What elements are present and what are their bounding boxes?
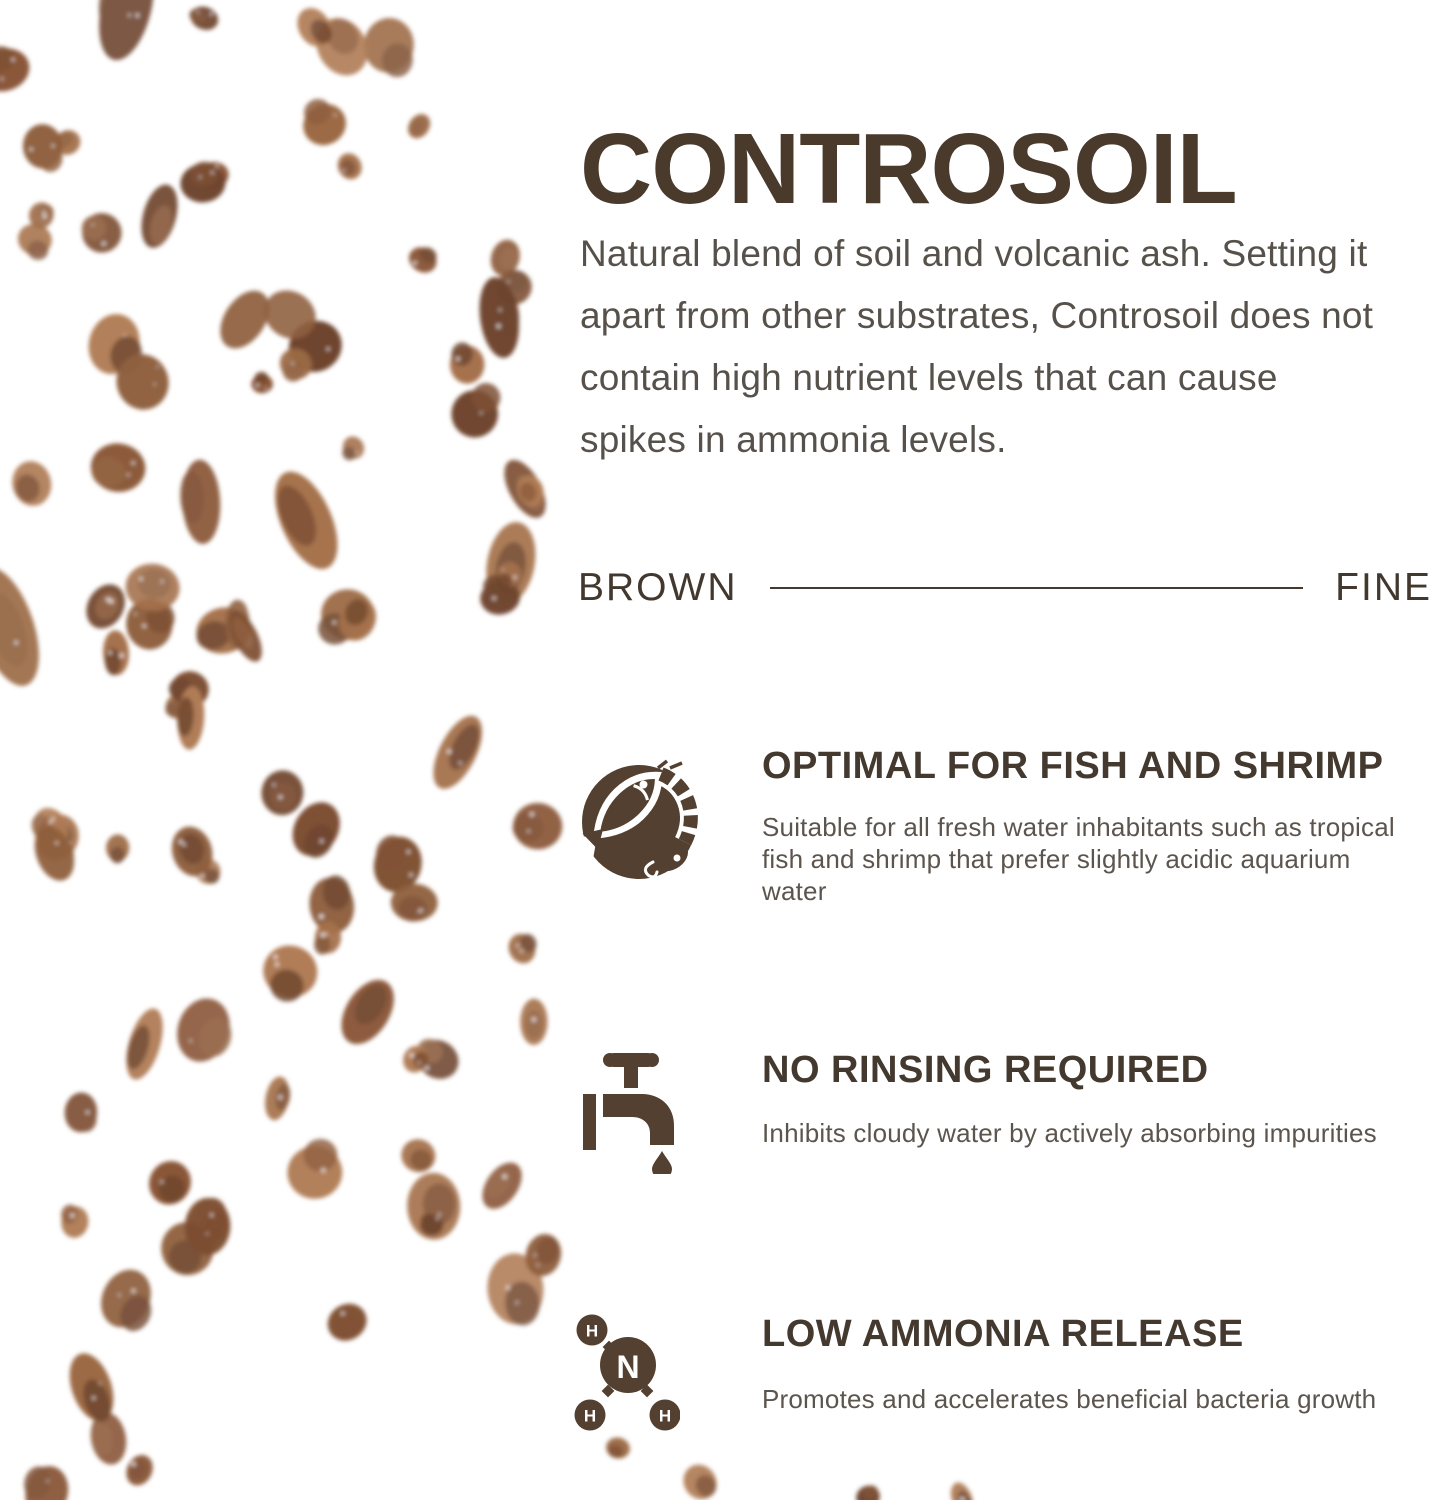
product-description: Natural blend of soil and volcanic ash. Setting it apart from other substrates, Controsoil does not contain high nutrient levels that can cause spikes in ammonia levels. <box>580 233 1374 460</box>
hydrogen-label: H <box>583 1406 597 1426</box>
faucet-icon <box>581 1052 681 1174</box>
color-grain-scale <box>578 568 1432 607</box>
feature-title-no-rinsing: NO RINSING REQUIRED <box>762 1049 1209 1091</box>
feature-description-fish-shrimp: Suitable for all fresh water inhabitants such as tropical fish and shrimp that prefer slightly acidic aquarium water <box>762 812 1395 906</box>
nitrogen-label: N <box>616 1349 640 1385</box>
feature-description-low-ammonia: Promotes and accelerates beneficial bacteria growth <box>762 1384 1377 1414</box>
page-title: CONTROSOIL <box>580 113 1237 225</box>
scale-right-label: FINE <box>1335 566 1432 609</box>
fish-and-shrimp-icon <box>573 752 707 886</box>
hydrogen-label: H <box>658 1406 672 1426</box>
feature-title-fish-shrimp: OPTIMAL FOR FISH AND SHRIMP <box>762 745 1384 787</box>
scale-left-label: BROWN <box>578 566 738 609</box>
feature-description-no-rinsing: Inhibits cloudy water by actively absorbing impurities <box>762 1118 1377 1148</box>
feature-title-low-ammonia: LOW AMMONIA RELEASE <box>762 1313 1244 1355</box>
hydrogen-label: H <box>585 1321 599 1341</box>
scale-divider-line <box>770 587 1304 589</box>
ammonia-molecule-icon <box>574 1312 680 1434</box>
